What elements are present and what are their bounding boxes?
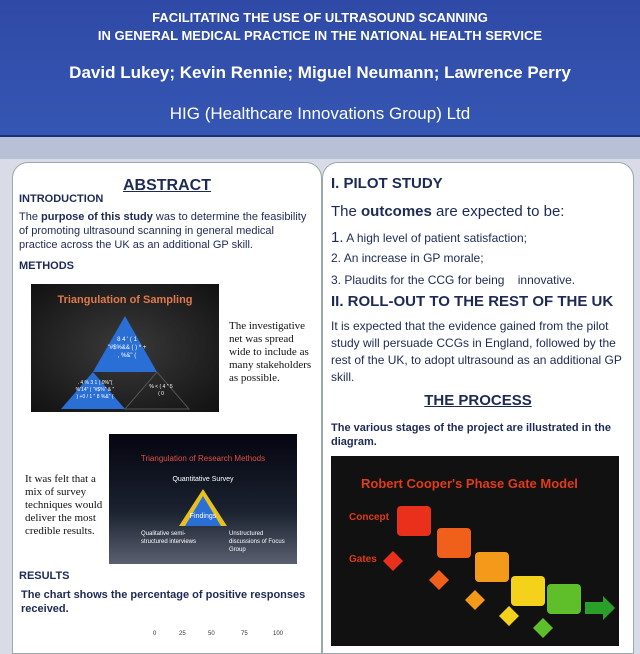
methods-right-label: Unstructured discussions of Focus Group (229, 531, 285, 553)
axis-tick: 50 (208, 631, 215, 637)
introduction-text: The purpose of this study was to determine the feasibility of promoting ultrasound scanning in general medical practice across the UK as an additional GP skill. (19, 211, 307, 251)
gates-label: Gates (349, 554, 377, 565)
outcome-item-2: 2. An increase in GP morale; (331, 251, 484, 265)
methods-figure (109, 434, 297, 564)
methods-heading: METHODS (19, 260, 74, 272)
outcome-item-3: 3. Plaudits for the CCG for being innovative. (331, 273, 576, 287)
organisation: HIG (Healthcare Innovations Group) Ltd (169, 104, 471, 123)
methods-center-label: Findings (189, 513, 217, 520)
axis-tick: 25 (179, 631, 186, 637)
project-panel (322, 162, 634, 654)
methods-top-label: Quantitative Survey (172, 476, 234, 483)
abstract-panel (12, 162, 322, 654)
gate-1 (383, 551, 403, 571)
title-line-1: FACILITATING THE USE OF ULTRASOUND SCANNING (152, 10, 488, 25)
stage-box-4 (511, 576, 545, 606)
pilot-heading: I. PILOT STUDY (331, 175, 443, 192)
intro-bold: purpose of this study (41, 211, 153, 223)
stage-box-1 (397, 506, 431, 536)
process-heading: THE PROCESS (424, 392, 532, 409)
gate-3 (465, 590, 485, 610)
abstract-title: ABSTRACT (123, 177, 211, 194)
results-text: The chart shows the percentage of positive responses received. (21, 589, 306, 615)
sampling-right-text: % < ( 4 " 5 ( 0 (149, 384, 173, 397)
phase-gate-diagram (331, 456, 619, 646)
phase-gate-shapes (331, 456, 619, 646)
pilot-intro: The outcomes are expected to be: (331, 203, 565, 220)
header-band (0, 137, 640, 159)
gate-4 (499, 606, 519, 626)
diagram-title: Robert Cooper's Phase Gate Model (361, 476, 578, 491)
concept-label: Concept (349, 512, 389, 523)
process-text: The various stages of the project are illustrated in the diagram. (331, 422, 611, 448)
sampling-figure (31, 284, 219, 412)
gate-5 (533, 618, 553, 638)
axis-tick: 75 (241, 631, 248, 637)
results-heading: RESULTS (19, 570, 70, 582)
rollout-text: It is expected that the evidence gained from the pilot study will persuade CCGs in England, followed by the rest of the UK, to adopt ultrasound as an additional GP skill. (331, 319, 622, 384)
gate-2 (429, 570, 449, 590)
rollout-heading: II. ROLL-OUT TO THE REST OF THE UK (331, 293, 614, 310)
stage-box-3 (475, 552, 509, 582)
title-line-2: IN GENERAL MEDICAL PRACTICE IN THE NATIONAL HEALTH SERVICE (97, 28, 543, 43)
stage-box-5 (547, 584, 581, 614)
methods-caption: It was felt that a mix of survey techniques would deliver the most credible results. (25, 473, 103, 537)
results-axis (13, 631, 321, 645)
methods-figure-title: Triangulation of Research Methods (140, 454, 266, 463)
outcomes-bold: outcomes (361, 203, 432, 220)
sampling-top-text: 8 4 ' ( 1 "#$%&& ( ) * + , %&" ( (107, 337, 147, 359)
poster-header (0, 0, 640, 137)
authors: David Lukey; Kevin Rennie; Miguel Neumann; Lawrence Perry (69, 63, 571, 82)
introduction-heading: INTRODUCTION (19, 193, 104, 205)
poster-title (0, 9, 640, 45)
sampling-left-text: . 4 % 3 1 ( 0%"( %'14" ( "#$%" & " ) +0 / 1 " 8 %&" ( (75, 380, 115, 400)
axis-tick: 0 (153, 631, 157, 637)
outcome-item-1: 1. A high level of patient satisfaction; (331, 229, 527, 246)
methods-left-label: Qualitative semi-structured interviews (141, 531, 197, 545)
launch-arrow (585, 596, 615, 620)
axis-tick: 100 (273, 631, 284, 637)
sampling-caption: The investigative net was spread wide to include as many stakeholders as possible. (229, 320, 312, 384)
stage-box-2 (437, 528, 471, 558)
sampling-figure-title: Triangulation of Sampling (57, 294, 193, 306)
